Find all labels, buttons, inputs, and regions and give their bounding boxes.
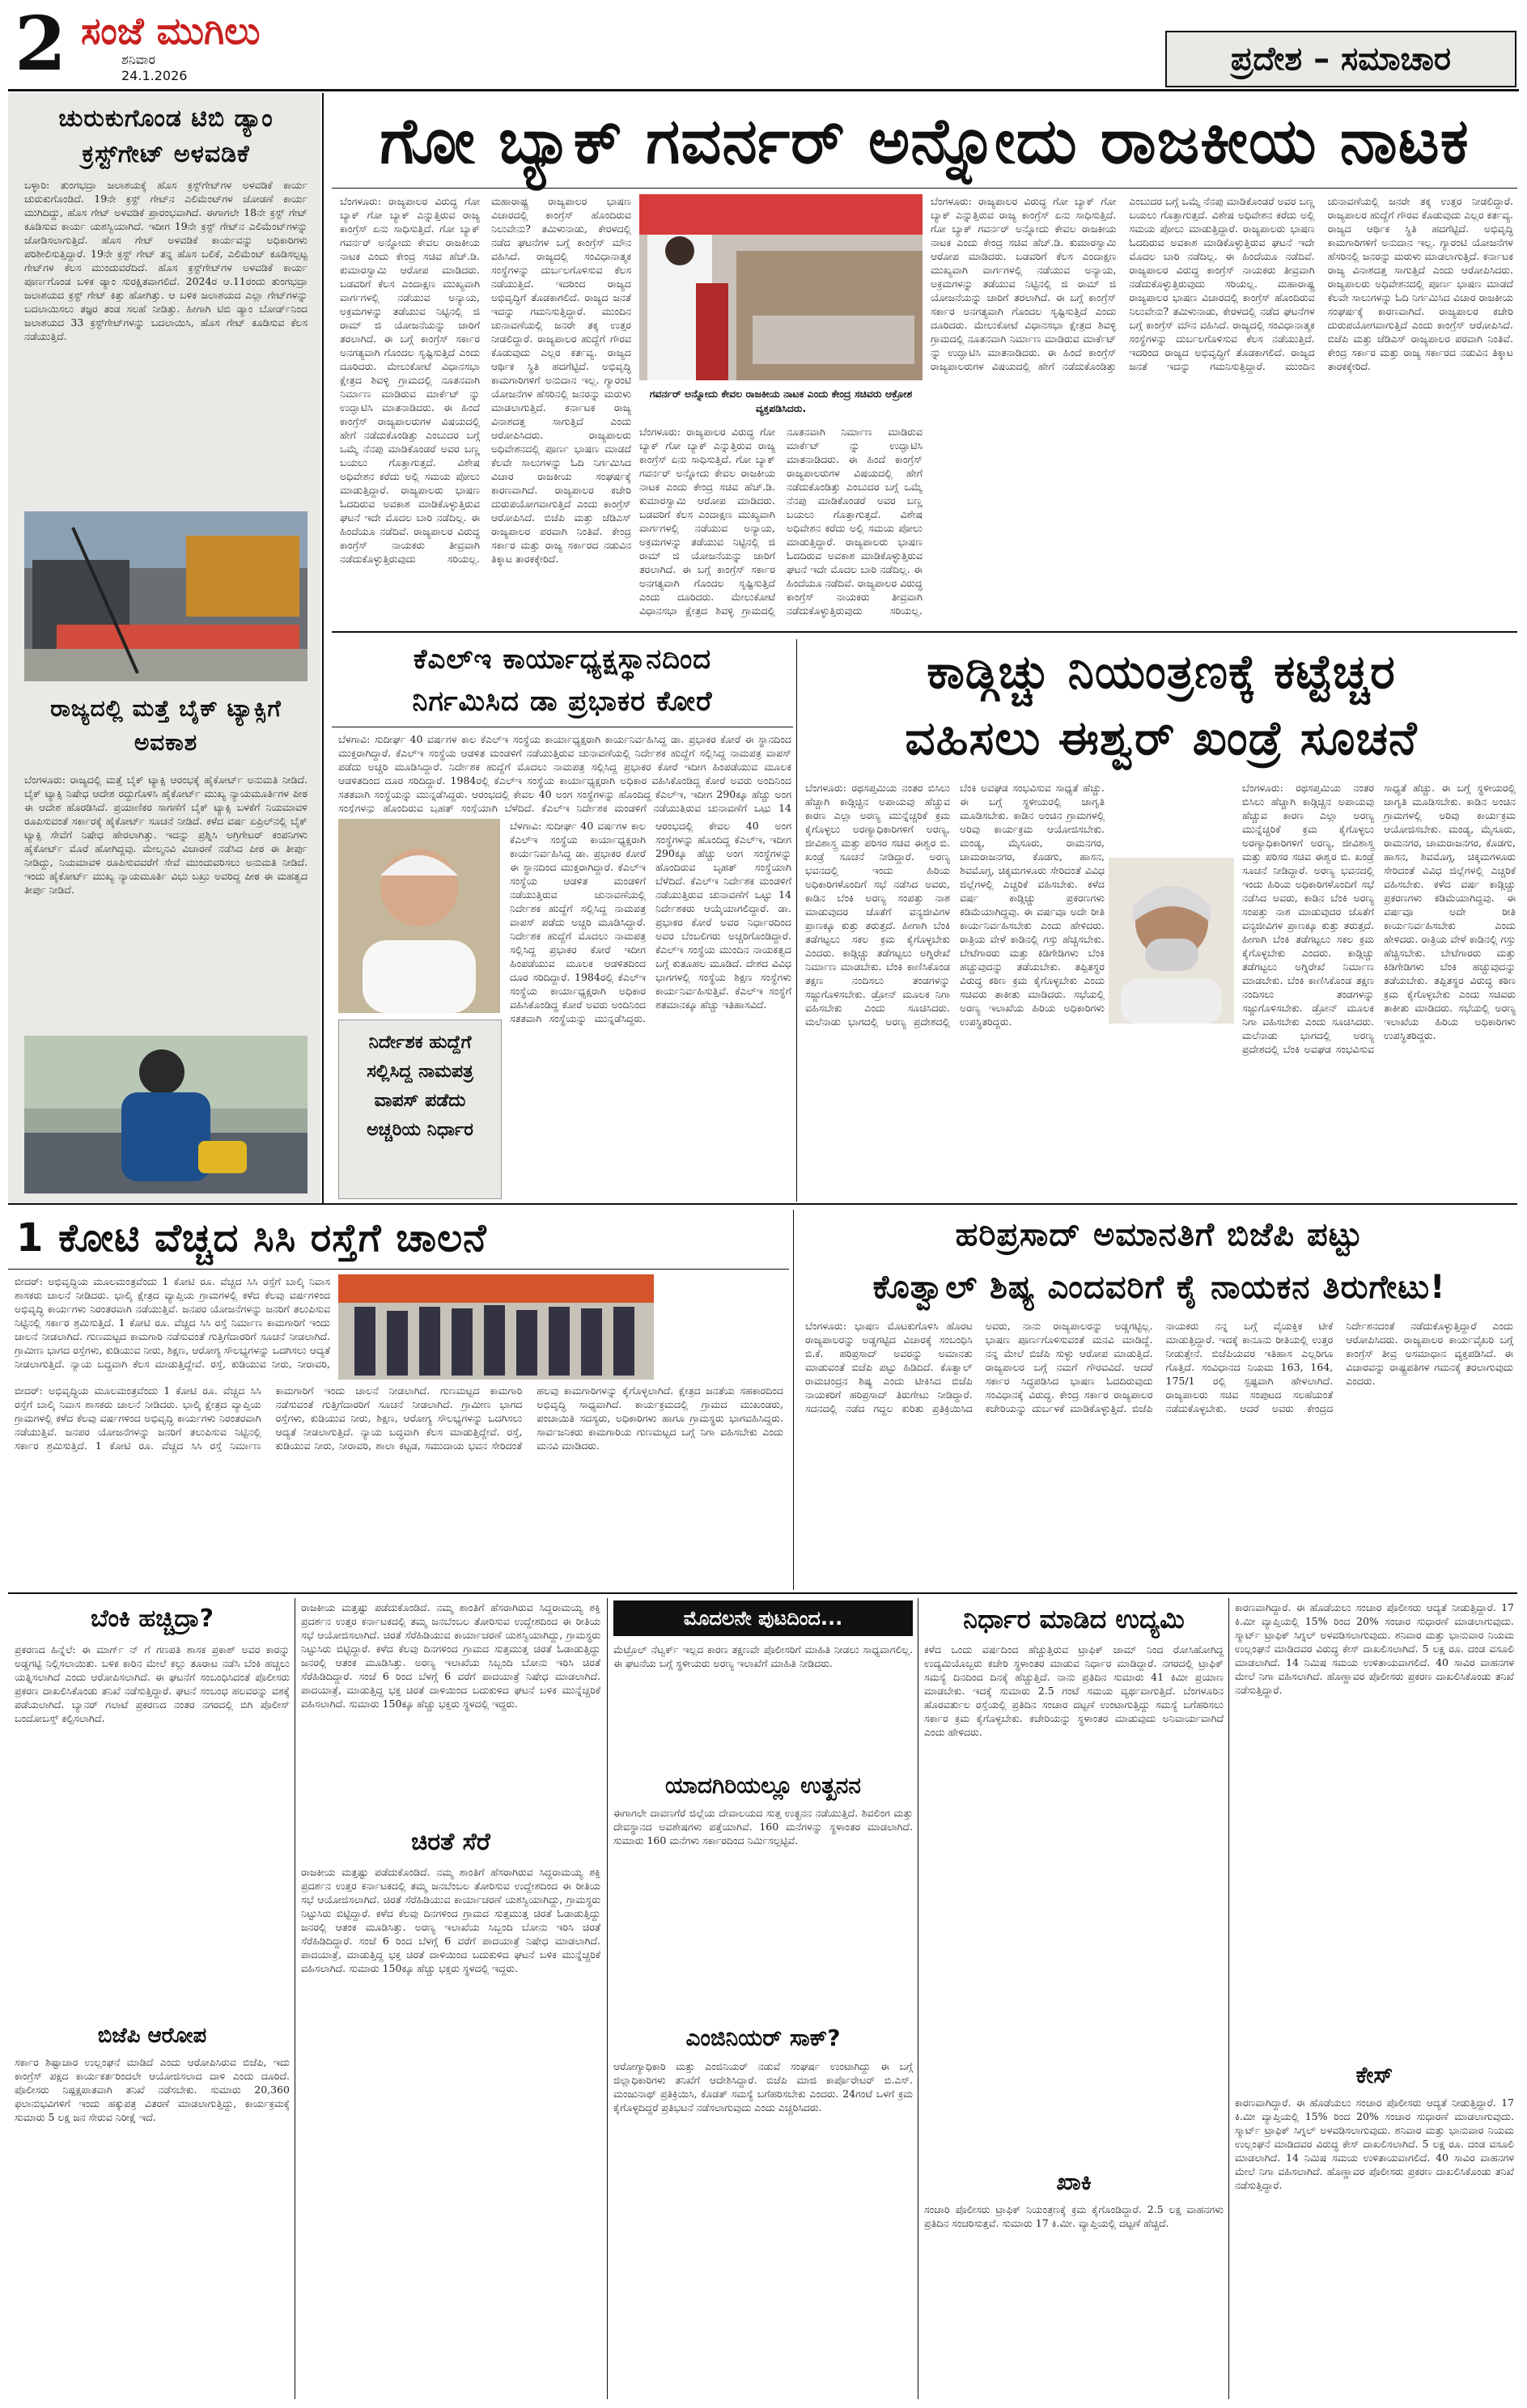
day-label: ಶನಿವಾರ bbox=[121, 52, 156, 67]
bottom-col4-body: ಕಳೆದ ಒಂದು ವರ್ಷದಿಂದ ಹೆಚ್ಚುತ್ತಿರುವ ಟ್ರಾಫಿಕ್ ಜಾಮ್ ನಿಂದ ರೋಸಿಹೋಗಿದ್ದ ಉದ್ಯಮಿಯೊಬ್ಬರು ಕಚೇರಿ ಸ್ಥಳಾಂತರ ಮಾಡುವ ನಿರ್ಧಾರ ಮಾಡಿದ್ದಾರೆ. ನಗರದಲ್ಲಿ ಟ್ರಾಫಿಕ್ ಸಮಸ್ಯೆ ದಿನದಿಂದ ದಿನಕ್ಕೆ ಹೆಚ್ಚುತ್ತಿದೆ. ನಾನು ಪ್ರತಿದಿನ ಸುಮಾರು 41 ಕಿಮೀ ಪ್ರಯಾಣ ಮಾಡಬೇಕು. ಇದಕ್ಕೆ ಸುಮಾರು 2.5 ಗಂಟೆ ಸಮಯ ವ್ಯರ್ಥವಾಗುತ್ತಿದೆ. ಬೆಂಗಳೂರಿನ ಹೊರವರ್ತುಲ ರಸ್ತೆಯಲ್ಲಿ ಪ್ರತಿದಿನ ಸಂಚಾರ ದಟ್ಟಣೆ ಉಂಟಾಗುತ್ತಿದ್ದು ಸಮಸ್ಯೆ ಬಗೆಹರಿಸಲು ಸರ್ಕಾರ ಕ್ರಮ ಕೈಗೊಳ್ಳಬೇಕು. ಕಚೇರಿಯನ್ನು ಸ್ಥಳಾಂತರ ಮಾಡುವುದು ಅನಿವಾರ್ಯವಾಗಿದೆ ಎಂದು ಹೇಳಿದರು. bbox=[924, 1643, 1224, 1738]
top-story-headline: ಗೋ ಬ್ಯಾಕ್ ಗವರ್ನರ್ ಅನ್ನೋದು ರಾಜಕೀಯ ನಾಟಕ bbox=[380, 105, 1470, 178]
bottom-col5-subhead: ಕೇಸ್ bbox=[1355, 2062, 1393, 2088]
hariprasad-headline-line1: ಹರಿಪ್ರಸಾದ್ ಅಮಾನತಿಗೆ ಬಿಜೆಪಿ ಪಟ್ಟು bbox=[955, 1216, 1364, 1253]
bottom-section-rule bbox=[8, 1592, 1517, 1594]
bottom-col2-headline: ಚಿರತೆ ಸೆರೆ bbox=[411, 1828, 490, 1856]
road-body-top: ಬೀದರ್: ಅಭಿವೃದ್ಧಿಯ ಮೂಲಮಂತ್ರವೆಂದು 1 ಕೋಟಿ ರೂ. ವೆಚ್ಚದ ಸಿಸಿ ರಸ್ತೆಗೆ ಬಾಲ್ಕಿ ನಿವಾಸ ಶಾಸಕರು ಚಾಲನೆ ನೀಡಿದರು. ಭಾಲ್ಕಿ ಕ್ಷೇತ್ರದ ವ್ಯಾಪ್ತಿಯ ಗ್ರಾಮಗಳಲ್ಲಿ ಕಳೆದ ಕೆಲವು ವರ್ಷಗಳಿಂದ ಅಭಿವೃದ್ಧಿ ಕಾರ್ಯಗಳು ನಿರಂತರವಾಗಿ ನಡೆಯುತ್ತಿವೆ. ಜನಪರ ಯೋಜನೆಗಳನ್ನು ಜನರಿಗೆ ತಲುಪಿಸುವ ನಿಟ್ಟಿನಲ್ಲಿ ಸರ್ಕಾರ ಶ್ರಮಿಸುತ್ತಿದೆ. 1 ಕೋಟಿ ರೂ. ವೆಚ್ಚದ ಸಿಸಿ ರಸ್ತೆ ನಿರ್ಮಾಣ ಕಾಮಗಾರಿಗೆ ಇಂದು ಚಾಲನೆ ನೀಡಲಾಗಿದೆ. ಗುಣಮಟ್ಟದ ಕಾಮಗಾರಿ ನಡೆಸುವಂತೆ ಗುತ್ತಿಗೆದಾರರಿಗೆ ಸೂಚನೆ ನೀಡಲಾಗಿದೆ. ಗ್ರಾಮೀಣ ಭಾಗದ ರಸ್ತೆಗಳು, ಕುಡಿಯುವ ನೀರು, ಶಿಕ್ಷಣ, ಆರೋಗ್ಯ ಸೌಲಭ್ಯಗಳನ್ನು ಒದಗಿಸಲು ಆದ್ಯತೆ ನೀಡಲಾಗುತ್ತಿದೆ. ನ್ಯಾಯ ಬದ್ಧವಾಗಿ ಕೆಲಸ ಮಾಡುತ್ತಿದ್ದೇವೆ. ರಸ್ತೆ, ಕುಡಿಯುವ ನೀರು, ನೀರಾವರಿ, bbox=[15, 1275, 330, 1370]
kle-body-top: ಬೆಳಗಾವಿ: ಸುದೀರ್ಘ 40 ವರ್ಷಗಳ ಕಾಲ ಕೆಎಲ್‌ಇ ಸಂಸ್ಥೆಯ ಕಾರ್ಯಾಧ್ಯಕ್ಷರಾಗಿ ಕಾರ್ಯನಿರ್ವಹಿಸಿದ್ದ ಡಾ. ಪ್ರಭಾಕರ ಕೋರೆ ಈ ಸ್ಥಾನದಿಂದ ಮುಕ್ತರಾಗಿದ್ದಾರೆ. ಕೆಎಲ್‌ಇ ಸಂಸ್ಥೆಯ ಆಡಳಿತ ಮಂಡಳಿಗೆ ನಡೆಯುತ್ತಿರುವ ಚುನಾವಣೆಯಲ್ಲಿ ನಿರ್ದೇಶಕ ಹುದ್ದೆಗೆ ಸಲ್ಲಿಸಿದ್ದ ನಾಮಪತ್ರ ವಾಪಸ್ ಪಡೆದು ಅಚ್ಚರಿ ಮೂಡಿಸಿದ್ದಾರೆ. ನಿರ್ದೇಶಕ ಹುದ್ದೆಗೆ ಮೊದಲು ನಾಮಪತ್ರ ಸಲ್ಲಿಸಿದ್ದ ಪ್ರಭಾಕರ ಕೋರೆ ಇದೀಗ ಹಿಂಪಡೆಯುವ ಮೂಲಕ ಆಡಳಿತದಿಂದ ದೂರ ಸರಿದಿದ್ದಾರೆ. 1984ರಲ್ಲಿ ಕೆಎಲ್‌ಇ ಸಂಸ್ಥೆಯ ಕಾರ್ಯಾಧ್ಯಕ್ಷರಾಗಿ ಅಧಿಕಾರ ವಹಿಸಿಕೊಂಡಿದ್ದ ಕೋರೆ ಅವರು ಅಂದಿನಿಂದ ಸತತವಾಗಿ ಸಂಸ್ಥೆಯನ್ನು ಮುನ್ನಡೆಸಿದ್ದರು. ಆರಂಭದಲ್ಲಿ ಕೇವಲ 40 ಅಂಗ ಸಂಸ್ಥೆಗಳನ್ನು ಹೊಂದಿದ್ದ ಕೆಎಲ್‌ಇ, ಇದೀಗ 290ಕ್ಕೂ ಹೆಚ್ಚು ಅಂಗ ಸಂಸ್ಥೆಗಳನ್ನು ಹೊಂದಿರುವ ಬೃಹತ್ ಸಂಸ್ಥೆಯಾಗಿ ಬೆಳೆದಿದೆ. ಕೆಎಲ್‌ಇ ನಿರ್ದೇಶಕ ಮಂಡಳಿಗೆ ನಡೆಯುತ್ತಿರುವ ಚುನಾವಣೆಗೆ ಒಟ್ಟು 14 bbox=[338, 733, 791, 813]
bottom-col4-headline: ನಿರ್ಧಾರ ಮಾಡಿದ ಉದ್ಯಮಿ bbox=[963, 1604, 1185, 1634]
bottom-col3-body2: ಈಗಾಗಲೇ ದಾವಣಗೆರೆ ಜಿಲ್ಲೆಯ ದೇವಾಲಯದ ಸುತ್ತ ಉತ್ಖನನ ನಡೆಯುತ್ತಿದೆ. ಶಿವಲಿಂಗ ಮತ್ತು ದೇವಸ್ಥಾನದ ಅವಶೇಷಗಳು ಪತ್ತೆಯಾಗಿವೆ. 160 ಮನೆಗಳನ್ನು ಸ್ಥಳಾಂತರ ಮಾಡಲಾಗಿದೆ. ಸುಮಾರು 160 ಮನೆಗಳು ಸರ್ಕಾರದಿಂದ ನಿರ್ಮಿಸಲ್ಪಟ್ಟಿವೆ. bbox=[613, 1807, 913, 1846]
top-headline-rule bbox=[332, 188, 1517, 189]
bottom-col4-subhead: ಖಾಕಿ bbox=[1056, 2168, 1092, 2195]
from-page-one-banner bbox=[613, 1600, 913, 1636]
khandre-headline-line2: ವಹಿಸಲು ಈಶ್ವರ್ ಖಂಡ್ರೆ ಸೂಚನೆ bbox=[905, 710, 1418, 765]
kle-body-right: ಬೆಳಗಾವಿ: ಸುದೀರ್ಘ 40 ವರ್ಷಗಳ ಕಾಲ ಕೆಎಲ್‌ಇ ಸಂಸ್ಥೆಯ ಕಾರ್ಯಾಧ್ಯಕ್ಷರಾಗಿ ಕಾರ್ಯನಿರ್ವಹಿಸಿದ್ದ ಡಾ. ಪ್ರಭಾಕರ ಕೋರೆ ಈ ಸ್ಥಾನದಿಂದ ಮುಕ್ತರಾಗಿದ್ದಾರೆ. ಕೆಎಲ್‌ಇ ಸಂಸ್ಥೆಯ ಆಡಳಿತ ಮಂಡಳಿಗೆ ನಡೆಯುತ್ತಿರುವ ಚುನಾವಣೆಯಲ್ಲಿ ನಿರ್ದೇಶಕ ಹುದ್ದೆಗೆ ಸಲ್ಲಿಸಿದ್ದ ನಾಮಪತ್ರ ವಾಪಸ್ ಪಡೆದು ಅಚ್ಚರಿ ಮೂಡಿಸಿದ್ದಾರೆ. ನಿರ್ದೇಶಕ ಹುದ್ದೆಗೆ ಮೊದಲು ನಾಮಪತ್ರ ಸಲ್ಲಿಸಿದ್ದ ಪ್ರಭಾಕರ ಕೋರೆ ಇದೀಗ ಹಿಂಪಡೆಯುವ ಮೂಲಕ ಆಡಳಿತದಿಂದ ದೂರ ಸರಿದಿದ್ದಾರೆ. 1984ರಲ್ಲಿ ಕೆಎಲ್‌ಇ ಸಂಸ್ಥೆಯ ಕಾರ್ಯಾಧ್ಯಕ್ಷರಾಗಿ ಅಧಿಕಾರ ವಹಿಸಿಕೊಂಡಿದ್ದ ಕೋರೆ ಅವರು ಅಂದಿನಿಂದ ಸತತವಾಗಿ ಸಂಸ್ಥೆಯನ್ನು ಮುನ್ನಡೆಸಿದ್ದರು. ಆರಂಭದಲ್ಲಿ ಕೇವಲ 40 ಅಂಗ ಸಂಸ್ಥೆಗಳನ್ನು ಹೊಂದಿದ್ದ ಕೆಎಲ್‌ಇ, ಇದೀಗ 290ಕ್ಕೂ ಹೆಚ್ಚು ಅಂಗ ಸಂಸ್ಥೆಗಳನ್ನು ಹೊಂದಿರುವ ಬೃಹತ್ ಸಂಸ್ಥೆಯಾಗಿ ಬೆಳೆದಿದೆ. ಕೆಎಲ್‌ಇ ನಿರ್ದೇಶಕ ಮಂಡಳಿಗೆ ನಡೆಯುತ್ತಿರುವ ಚುನಾವಣೆಗೆ ಒಟ್ಟು 14 ನಿರ್ದೇಶಕರು ಆಯ್ಕೆಯಾಗಲಿದ್ದಾರೆ. ಡಾ. ಪ್ರಭಾಕರ ಕೋರೆ ಅವರ ನಿರ್ಧಾರದಿಂದ ಅವರ ಬೆಂಬಲಿಗರು ಅಚ್ಚರಿಗೊಂಡಿದ್ದಾರೆ. ಕೆಎಲ್‌ಇ ಸಂಸ್ಥೆಯ ಮುಂದಿನ ನಾಯಕತ್ವದ ಬಗ್ಗೆ ಕುತೂಹಲ ಮೂಡಿದೆ. ದೇಶದ ವಿವಿಧ ಭಾಗಗಳಲ್ಲಿ ಸಂಸ್ಥೆಯ ಶಿಕ್ಷಣ ಸಂಸ್ಥೆಗಳು ಕಾರ್ಯನಿರ್ವಹಿಸುತ್ತಿವೆ. ಕೆಎಲ್‌ಇ ಸಂಸ್ಥೆಗೆ ಶತಮಾನಕ್ಕೂ ಹೆಚ್ಚು ಇತಿಹಾಸವಿದೆ. bbox=[510, 820, 791, 1024]
hariprasad-headline-line2: ಕೊತ್ವಾಲ್ ಶಿಷ್ಯ ಎಂದವರಿಗೆ ಕೈ ನಾಯಕನ ತಿರುಗೇಟು! bbox=[872, 1269, 1446, 1306]
bottom-col1-headline: ಬೆಂಕಿ ಹಚ್ಚಿದ್ರಾ? bbox=[90, 1605, 214, 1633]
bottom-col5-body: ಕಾರಣವಾಗಿದ್ದಾರೆ. ಈ ಹೊಡೆಯಲು ಸಂಚಾರ ಪೊಲೀಸರು ಆದ್ಯತೆ ನೀಡುತ್ತಿದ್ದಾರೆ. 17 ಕಿ.ಮೀ ವ್ಯಾಪ್ತಿಯಲ್ಲಿ 15% ರಿಂದ 20% ಸಂಚಾರ ಸುಧಾರಣೆ ಮಾಡಲಾಗುವುದು. ಸ್ಮಾರ್ಟ್ ಟ್ರಾಫಿಕ್ ಸಿಗ್ನಲ್ ಅಳವಡಿಸಲಾಗುವುದು. ಶನಿವಾರ ಮತ್ತು ಭಾನುವಾರ ನಿಯಮ ಉಲ್ಲಂಘನೆ ಮಾಡಿದವರ ವಿರುದ್ಧ ಕೇಸ್ ದಾಖಲಿಸಲಾಗಿದೆ. 5 ಲಕ್ಷ ರೂ. ದಂಡ ವಸೂಲಿ ಮಾಡಲಾಗಿದೆ. 14 ನಿಮಿಷ ಸಮಯ ಉಳಿತಾಯವಾಗಲಿದೆ. 40 ಸಾವಿರ ವಾಹನಗಳ ಮೇಲೆ ನಿಗಾ ವಹಿಸಲಾಗಿದೆ. ಹೊಣ್ಣಾವರ ಪೊಲೀಸರು ಪ್ರಕರಣ ದಾಖಲಿಸಿಕೊಂಡು ತನಿಖೆ ನಡೆಸುತ್ತಿದ್ದಾರೆ. bbox=[1235, 1601, 1514, 1696]
kle-pullquote: ನಿರ್ದೇಶಕ ಹುದ್ದೆಗೆ ಸಲ್ಲಿಸಿದ್ದ ನಾಮಪತ್ರ ವಾಪಸ್ ಪಡೆದು ಅಚ್ಚರಿಯ ನಿರ್ಧಾರ bbox=[367, 1032, 473, 1140]
road-headline-rule bbox=[8, 1269, 789, 1270]
story2-headline: ರಾಜ್ಯದಲ್ಲಿ ಮತ್ತೆ ಬೈಕ್ ಟ್ಯಾಕ್ಸಿಗೆ ಅವಕಾಶ bbox=[50, 695, 282, 756]
dam-gate-photo bbox=[24, 511, 308, 681]
story1-body: ಬಳ್ಳಾರಿ: ತುಂಗಭದ್ರಾ ಜಲಾಶಯಕ್ಕೆ ಹೊಸ ಕ್ರಸ್ಟ್‌ಗೇಟ್‌ಗಳ ಅಳವಡಿಕೆ ಕಾರ್ಯ ಚುರುಕುಗೊಂಡಿದೆ. 19ನೇ ಕ್ರಸ್ಟ್ ಗೇಟ್‌ನ ಎಲಿಮೆಂಟ್‌ಗಳ ಜೋಡಣೆ ಕಾರ್ಯ ಮುಗಿದಿದ್ದು, ಹೊಸ ಗೇಟ್ ಅಳವಡಿಕೆ ಪ್ರಾರಂಭವಾಗಿದೆ. ಈಗಾಗಲೇ 18ನೇ ಕ್ರಸ್ಟ್ ಗೇಟ್ ಕೂಡಿಸುವ ಕಾರ್ಯ ಯಶಸ್ವಿಯಾಗಿದೆ. ಇದೀಗ 19ನೇ ಕ್ರಸ್ಟ್ ಗೇಟ್‌ನ ಎಲಿಮೆಂಟ್‌ಗಳನ್ನು ಜೋಡಿಸಲಾಗುತ್ತಿದೆ. ಹೊಸ ಗೇಟ್ ಅಳವಡಿಕೆ ಕಾರ್ಯವನ್ನು ಅಧಿಕಾರಿಗಳು ಪರಿಶೀಲಿಸುತ್ತಿದ್ದಾರೆ. 19ನೇ ಕ್ರಸ್ಟ್ ಗೇಟ್ ತನ್ನ ಹೊಸ ಬಲಿಕೆ, ಎಲಿಮೆಂಟ್ ಕೂಡಿಸಲ್ಪಟ್ಟ ಗೇಟ್‌ಗಳ ಕೆಲಸ ಮುಂದುವರೆದಿದೆ. ಹೊಸ ಕ್ರಸ್ಟ್‌ಗೇಟ್‌ಗಳ ಅಳವಡಿಕೆ ಕಾರ್ಯ ಪೂರ್ಣಗೊಂಡ ಬಳಿಕ ಡ್ಯಾಂ ಸುರಕ್ಷಿತವಾಗಲಿದೆ. 2024ರ ಆ.11ರಂದು ತುಂಗಭದ್ರಾ ಜಲಾಶಯದ ಕ್ರಸ್ಟ್ ಗೇಟ್ ಕಿತ್ತು ಹೋಗಿತ್ತು. ಆ ಬಳಿಕ ಜಲಾಶಯದ ಎಲ್ಲಾ ಗೇಟ್‌ಗಳನ್ನು ಬದಲಾಯಿಸಲು ತಜ್ಞರ ತಂಡ ಸಲಹೆ ನೀಡಿತ್ತು. ಹೀಗಾಗಿ ಟಿಬಿ ಡ್ಯಾಂ ಬೋರ್ಡ್‌ನಿಂದ ಜಲಾಶಯದ 33 ಕ್ರಸ್ಟ್‌ಗೇಟ್‌ಗಳನ್ನು ಬದಲಾಯಿಸಿ, ಹೊಸ ಗೇಟ್ ಕೂಡಿಸುವ ಕೆಲಸ ನಡೆಯುತ್ತಿದೆ. bbox=[24, 179, 308, 342]
bottom-col2-body2: ರಾಜಕೀಯ ಮತ್ತಷ್ಟು ಪಡೆದುಕೊಂಡಿದೆ. ನಮ್ಮ ಶಾಂತಿಗೆ ಹೆಸರಾಗಿರುವ ಸಿದ್ದರಾಮಯ್ಯ ಶಕ್ತಿ ಪ್ರದರ್ಶನ ಉತ್ತರ ಕರ್ನಾಟಕದಲ್ಲಿ ತಮ್ಮ ಜನಬೆಂಬಲ ತೋರಿಸುವ ಉದ್ದೇಶದಿಂದ ಈ ರೀತಿಯ ಸಭೆ ಆಯೋಜಿಸಲಾಗಿದೆ. ಚಿರತೆ ಸೆರೆಹಿಡಿಯುವ ಕಾರ್ಯಾಚರಣೆ ಯಶಸ್ವಿಯಾಗಿದ್ದು, ಗ್ರಾಮಸ್ಥರು ನಿಟ್ಟುಸಿರು ಬಿಟ್ಟಿದ್ದಾರೆ. ಕಳೆದ ಕೆಲವು ದಿನಗಳಿಂದ ಗ್ರಾಮದ ಸುತ್ತಮುತ್ತ ಚಿರತೆ ಓಡಾಡುತ್ತಿದ್ದು ಜನರಲ್ಲಿ ಆತಂಕ ಮೂಡಿಸಿತ್ತು. ಅರಣ್ಯ ಇಲಾಖೆಯ ಸಿಬ್ಬಂದಿ ಬೋನು ಇರಿಸಿ ಚಿರತೆ ಸೆರೆಹಿಡಿದಿದ್ದಾರೆ. ಸಂಜೆ 6 ರಿಂದ ಬೆಳಗ್ಗೆ 6 ವರೆಗೆ ಪಾದಯಾತ್ರೆ ನಿಷೇಧ ಮಾಡಲಾಗಿದೆ. ಪಾದಯಾತ್ರೆ, ಮಾಡುತ್ತಿದ್ದ ಭಕ್ತ ಚಿರತೆ ದಾಳಿಯಿಂದ ಬದುಕುಳಿದ ಘಟನೆ ಬಳಿಕ ಮುನ್ನೆಚ್ಚರಿಕೆ ವಹಿಸಲಾಗಿದೆ. ಸುಮಾರು 150ಕ್ಕೂ ಹೆಚ್ಚು ಭಕ್ತರು ಸ್ಥಳದಲ್ಲಿ ಇದ್ದರು. bbox=[301, 1866, 600, 1974]
road-body-bottom: ಬೀದರ್: ಅಭಿವೃದ್ಧಿಯ ಮೂಲಮಂತ್ರವೆಂದು 1 ಕೋಟಿ ರೂ. ವೆಚ್ಚದ ಸಿಸಿ ರಸ್ತೆಗೆ ಬಾಲ್ಕಿ ನಿವಾಸ ಶಾಸಕರು ಚಾಲನೆ ನೀಡಿದರು. ಭಾಲ್ಕಿ ಕ್ಷೇತ್ರದ ವ್ಯಾಪ್ತಿಯ ಗ್ರಾಮಗಳಲ್ಲಿ ಕಳೆದ ಕೆಲವು ವರ್ಷಗಳಿಂದ ಅಭಿವೃದ್ಧಿ ಕಾರ್ಯಗಳು ನಿರಂತರವಾಗಿ ನಡೆಯುತ್ತಿವೆ. ಜನಪರ ಯೋಜನೆಗಳನ್ನು ಜನರಿಗೆ ತಲುಪಿಸುವ ನಿಟ್ಟಿನಲ್ಲಿ ಸರ್ಕಾರ ಶ್ರಮಿಸುತ್ತಿದೆ. 1 ಕೋಟಿ ರೂ. ವೆಚ್ಚದ ಸಿಸಿ ರಸ್ತೆ ನಿರ್ಮಾಣ ಕಾಮಗಾರಿಗೆ ಇಂದು ಚಾಲನೆ ನೀಡಲಾಗಿದೆ. ಗುಣಮಟ್ಟದ ಕಾಮಗಾರಿ ನಡೆಸುವಂತೆ ಗುತ್ತಿಗೆದಾರರಿಗೆ ಸೂಚನೆ ನೀಡಲಾಗಿದೆ. ಗ್ರಾಮೀಣ ಭಾಗದ ರಸ್ತೆಗಳು, ಕುಡಿಯುವ ನೀರು, ಶಿಕ್ಷಣ, ಆರೋಗ್ಯ ಸೌಲಭ್ಯಗಳನ್ನು ಒದಗಿಸಲು ಆದ್ಯತೆ ನೀಡಲಾಗುತ್ತಿದೆ. ನ್ಯಾಯ ಬದ್ಧವಾಗಿ ಕೆಲಸ ಮಾಡುತ್ತಿದ್ದೇವೆ. ರಸ್ತೆ, ಕುಡಿಯುವ ನೀರು, ನೀರಾವರಿ, ಶಾಲಾ ಕಟ್ಟಡ, ಸಮುದಾಯ ಭವನ ಸೇರಿದಂತೆ ಹಲವು ಕಾಮಗಾರಿಗಳನ್ನು ಕೈಗೊಳ್ಳಲಾಗಿದೆ. ಕ್ಷೇತ್ರದ ಜನತೆಯ ಸಹಕಾರದಿಂದ ಅಭಿವೃದ್ಧಿ ಸಾಧ್ಯವಾಗಿದೆ. ಕಾರ್ಯಕ್ರಮದಲ್ಲಿ ಗ್ರಾಮದ ಮುಖಂಡರು, ಪಂಚಾಯಿತಿ ಸದಸ್ಯರು, ಅಧಿಕಾರಿಗಳು ಹಾಗೂ ಗ್ರಾಮಸ್ಥರು ಭಾಗವಹಿಸಿದ್ದರು. ಸಾರ್ವಜನಿಕರು ಕಾಮಗಾರಿಯ ಗುಣಮಟ್ಟದ ಬಗ್ಗೆ ನಿಗಾ ವಹಿಸಬೇಕು ಎಂದು ಮನವಿ ಮಾಡಿದರು. bbox=[15, 1384, 783, 1452]
section-banner bbox=[1165, 31, 1516, 87]
road-hariprasad-divider bbox=[793, 1210, 794, 1590]
top-story-photo bbox=[639, 194, 923, 380]
bottom-col5-body2: ಕಾರಣವಾಗಿದ್ದಾರೆ. ಈ ಹೊಡೆಯಲು ಸಂಚಾರ ಪೊಲೀಸರು ಆದ್ಯತೆ ನೀಡುತ್ತಿದ್ದಾರೆ. 17 ಕಿ.ಮೀ ವ್ಯಾಪ್ತಿಯಲ್ಲಿ 15% ರಿಂದ 20% ಸಂಚಾರ ಸುಧಾರಣೆ ಮಾಡಲಾಗುವುದು. ಸ್ಮಾರ್ಟ್ ಟ್ರಾಫಿಕ್ ಸಿಗ್ನಲ್ ಅಳವಡಿಸಲಾಗುವುದು. ಶನಿವಾರ ಮತ್ತು ಭಾನುವಾರ ನಿಯಮ ಉಲ್ಲಂಘನೆ ಮಾಡಿದವರ ವಿರುದ್ಧ ಕೇಸ್ ದಾಖಲಿಸಲಾಗಿದೆ. 5 ಲಕ್ಷ ರೂ. ದಂಡ ವಸೂಲಿ ಮಾಡಲಾಗಿದೆ. 14 ನಿಮಿಷ ಸಮಯ ಉಳಿತಾಯವಾಗಲಿದೆ. 40 ಸಾವಿರ ವಾಹನಗಳ ಮೇಲೆ ನಿಗಾ ವಹಿಸಲಾಗಿದೆ. ಹೊಣ್ಣಾವರ ಪೊಲೀಸರು ಪ್ರಕರಣ ದಾಖಲಿಸಿಕೊಂಡು ತನಿಖೆ ನಡೆಸುತ್ತಿದ್ದಾರೆ. bbox=[1235, 2096, 1514, 2191]
bottom-col1-body: ಪ್ರಕರಣದ ಹಿನ್ನೆಲೆ: ಈ ಮಾರ್ಗ್ ನ್ ಗೆ ಗಣಪತಿ ಶಾಸಕ ಪ್ರಕಾಶ್ ಅವರ ಕಾರನ್ನು ಅಡ್ಡಗಟ್ಟಿ ನಿಲ್ಲಿಸಲಾಯಿತು. ಬಳಿಕ ಕಾರಿನ ಮೇಲೆ ಕಲ್ಲು ತೂರಾಟ ನಡೆಸಿ ಬೆಂಕಿ ಹಚ್ಚಲು ಯತ್ನಿಸಲಾಗಿದೆ ಎಂದು ಆರೋಪಿಸಲಾಗಿದೆ. ಈ ಘಟನೆಗೆ ಸಂಬಂಧಿಸಿದಂತೆ ಪೊಲೀಸರು ಪ್ರಕರಣ ದಾಖಲಿಸಿಕೊಂಡು ತನಿಖೆ ನಡೆಸುತ್ತಿದ್ದಾರೆ. ಘಟನೆ ಸಂಬಂಧ ಹಲವರನ್ನು ವಶಕ್ಕೆ ಪಡೆಯಲಾಗಿದೆ. ಬ್ಯಾನರ್ ಗಲಾಟೆ ಪ್ರಕರಣದ ನಂತರ ನಗರದಲ್ಲಿ ಬಿಗಿ ಪೊಲೀಸ್ ಬಂದೋಬಸ್ತ್ ಕಲ್ಪಿಸಲಾಗಿದೆ. bbox=[15, 1643, 290, 1724]
top-story-photo-caption: ಗವರ್ನರ್ ಅನ್ನೋದು ಕೇವಲ ರಾಜಕೀಯ ನಾಟಕ ಎಂದು ಕೇಂದ್ರ ಸಚಿವರು ಆಕ್ರೋಶ ವ್ಯಕ್ತಪಡಿಸಿದರು. bbox=[649, 388, 913, 414]
bottom-col1-subhead: ಬಿಜೆಪಿ ಆರೋಪ bbox=[97, 2024, 207, 2048]
bottom-col3-subhead2: ಎಂಜಿನಿಯರ್ ಸಾಕ್? bbox=[685, 2024, 841, 2051]
bottom-col2-body: ರಾಜಕೀಯ ಮತ್ತಷ್ಟು ಪಡೆದುಕೊಂಡಿದೆ. ನಮ್ಮ ಶಾಂತಿಗೆ ಹೆಸರಾಗಿರುವ ಸಿದ್ದರಾಮಯ್ಯ ಶಕ್ತಿ ಪ್ರದರ್ಶನ ಉತ್ತರ ಕರ್ನಾಟಕದಲ್ಲಿ ತಮ್ಮ ಜನಬೆಂಬಲ ತೋರಿಸುವ ಉದ್ದೇಶದಿಂದ ಈ ರೀತಿಯ ಸಭೆ ಆಯೋಜಿಸಲಾಗಿದೆ. ಚಿರತೆ ಸೆರೆಹಿಡಿಯುವ ಕಾರ್ಯಾಚರಣೆ ಯಶಸ್ವಿಯಾಗಿದ್ದು, ಗ್ರಾಮಸ್ಥರು ನಿಟ್ಟುಸಿರು ಬಿಟ್ಟಿದ್ದಾರೆ. ಕಳೆದ ಕೆಲವು ದಿನಗಳಿಂದ ಗ್ರಾಮದ ಸುತ್ತಮುತ್ತ ಚಿರತೆ ಓಡಾಡುತ್ತಿದ್ದು ಜನರಲ್ಲಿ ಆತಂಕ ಮೂಡಿಸಿತ್ತು. ಅರಣ್ಯ ಇಲಾಖೆಯ ಸಿಬ್ಬಂದಿ ಬೋನು ಇರಿಸಿ ಚಿರತೆ ಸೆರೆಹಿಡಿದಿದ್ದಾರೆ. ಸಂಜೆ 6 ರಿಂದ ಬೆಳಗ್ಗೆ 6 ವರೆಗೆ ಪಾದಯಾತ್ರೆ ನಿಷೇಧ ಮಾಡಲಾಗಿದೆ. ಪಾದಯಾತ್ರೆ, ಮಾಡುತ್ತಿದ್ದ ಭಕ್ತ ಚಿರತೆ ದಾಳಿಯಿಂದ ಬದುಕುಳಿದ ಘಟನೆ ಬಳಿಕ ಮುನ್ನೆಚ್ಚರಿಕೆ ವಹಿಸಲಾಗಿದೆ. ಸುಮಾರು 150ಕ್ಕೂ ಹೆಚ್ಚು ಭಕ್ತರು ಸ್ಥಳದಲ್ಲಿ ಇದ್ದರು. bbox=[301, 1601, 600, 1710]
bottom-col3-body: ಮೆಟ್ರೊಲ್ ನೆಟ್ವರ್ಕ್ ಇಲ್ಲದ ಕಾರಣ ತಕ್ಷಣವೇ ಪೊಲೀಸರಿಗೆ ಮಾಹಿತಿ ನೀಡಲು ಸಾಧ್ಯವಾಗಲಿಲ್ಲ. ಈ ಘಟನೆಯ ಬಗ್ಗೆ ಸ್ಥಳೀಯರು ಅರಣ್ಯ ಇಲಾಖೆಗೆ ಮಾಹಿತಿ ನೀಡಿದರು. bbox=[613, 1643, 913, 1669]
road-headline: 1 ಕೋಟಿ ವೆಚ್ಚದ ಸಿಸಿ ರಸ್ತೆಗೆ ಚಾಲನೆ bbox=[16, 1215, 487, 1261]
from-page-one-label: ಮೊದಲನೇ ಪುಟದಿಂದ... bbox=[683, 1607, 843, 1630]
khandre-headline-line1: ಕಾಡ್ಗಿಚ್ಚು ನಿಯಂತ್ರಣಕ್ಕೆ ಕಟ್ಟೆಚ್ಚರ bbox=[927, 644, 1396, 699]
top-story-body-right: ಬೆಂಗಳೂರು: ರಾಜ್ಯಪಾಲರ ವಿರುದ್ಧ ಗೋ ಬ್ಯಾಕ್ ಗೋ ಬ್ಯಾಕ್ ಎನ್ನುತ್ತಿರುವ ರಾಜ್ಯ ಕಾಂಗ್ರೆಸ್ ಏನು ಸಾಧಿಸುತ್ತಿದೆ. ಗೋ ಬ್ಯಾಕ್ ಗವರ್ನರ್ ಅನ್ನೋದು ಕೇವಲ ರಾಜಕೀಯ ನಾಟಕ ಎಂದು ಕೇಂದ್ರ ಸಚಿವ ಹೆಚ್.ಡಿ. ಕುಮಾರಸ್ವಾಮಿ ಆರೋಪ ಮಾಡಿದರು. ಬಡವರಿಗೆ ಕೆಲಸ ಎಂದಾಕ್ಷಣ ಮುಖ್ಯವಾಗಿ ವಾರ್ಗಗಳಲ್ಲಿ ನಡೆಯುವ ಅನ್ಯಾಯ, ಅಕ್ರಮಗಳನ್ನು ತಡೆಯುವ ನಿಟ್ಟಿನಲ್ಲಿ ಜಿ ರಾಮ್ ಜಿ ಯೋಜನೆಯನ್ನು ಜಾರಿಗೆ ತರಲಾಗಿದೆ. ಈ ಬಗ್ಗೆ ಕಾಂಗ್ರೆಸ್ ಸರ್ಕಾರ ಅನಗತ್ಯವಾಗಿ ಗೊಂದಲ ಸೃಷ್ಟಿಸುತ್ತಿದೆ ಎಂದು ದೂರಿದರು. ಮೇಲುಕೋಟೆ ವಿಧಾನಸಭಾ ಕ್ಷೇತ್ರದ ಶಿವಳ್ಳಿ ಗ್ರಾಮದಲ್ಲಿ ನೂತನವಾಗಿ ನಿರ್ಮಾಣ ಮಾಡಿರುವ ಮಾರ್ಕೆಟ್ ನ್ನು ಉದ್ಘಾಟಿಸಿ ಮಾತನಾಡಿದರು. ಈ ಹಿಂದೆ ಕಾಂಗ್ರೆಸ್ ರಾಜ್ಯಪಾಲರುಗಳ ವಿಷಯದಲ್ಲಿ ಹೇಗೆ ನಡೆದುಕೊಂಡಿತ್ತು ಎಂಬುದರ ಬಗ್ಗೆ ಒಮ್ಮೆ ನೆನಪು ಮಾಡಿಕೊಂಡರೆ ಅವರ ಬಣ್ಣ ಬಯಲು ಗೊತ್ತಾಗುತ್ತದೆ. ವಿಶೇಷ ಅಧಿವೇಶನ ಕರೆದು ಅಲ್ಲಿ ಸಮಯ ಪೋಲು ಮಾಡುತ್ತಿದ್ದಾರೆ. ರಾಜ್ಯಪಾಲರು ಭಾಷಣ ಓದದಿರುವ ಅವಕಾಶ ಮಾಡಿಕೊಳ್ಳುತ್ತಿರುವ ಘಟನೆ ಇದೇ ಮೊದಲ ಬಾರಿ ನಡೆದಿಲ್ಲ. ಈ ಹಿಂದೆಯೂ ನಡೆದಿವೆ. ರಾಜ್ಯಪಾಲರ ವಿರುದ್ಧ ಕಾಂಗ್ರೆಸ್ ನಾಯಕರು ತೀವ್ರವಾಗಿ ನಡೆದುಕೊಳ್ಳುತ್ತಿರುವುದು ಸರಿಯಲ್ಲ. bbox=[639, 426, 923, 617]
kle-khandre-divider bbox=[796, 639, 797, 1202]
mid-row-rule bbox=[8, 1203, 1517, 1205]
khandre-body-right: ಬೆಂಗಳೂರು: ರಥಸಪ್ತಮಿಯ ನಂತರ ಬಿಸಿಲು ಹೆಚ್ಚಾಗಿ ಕಾಡ್ಗಿಚ್ಚಿನ ಅಪಾಯವು ಹೆಚ್ಚುವ ಕಾರಣ ಎಲ್ಲಾ ಅರಣ್ಯ ಮುನ್ನೆಚ್ಚರಿಕೆ ಕ್ರಮ ಕೈಗೊಳ್ಳಲು ಅರಣ್ಯಾಧಿಕಾರಿಗಳಿಗೆ ಅರಣ್ಯ, ಜೀವಿಶಾಸ್ತ್ರ ಮತ್ತು ಪರಿಸರ ಸಚಿವ ಈಶ್ವರ ಬಿ. ಖಂಡ್ರೆ ಸೂಚನೆ ನೀಡಿದ್ದಾರೆ. ಅರಣ್ಯ ಭವನದಲ್ಲಿ ಇಂದು ಹಿರಿಯ ಅಧಿಕಾರಿಗಳೊಂದಿಗೆ ಸಭೆ ನಡೆಸಿದ ಅವರು, ಕಾಡಿನ ಬೆಂಕಿ ಅರಣ್ಯ ಸಂಪತ್ತು ನಾಶ ಮಾಡುವುದರ ಜೊತೆಗೆ ವನ್ಯಜೀವಿಗಳ ಪ್ರಾಣಕ್ಕೂ ಕುತ್ತು ತರುತ್ತದೆ. ಹೀಗಾಗಿ ಬೆಂಕಿ ತಡೆಗಟ್ಟಲು ಸಕಲ ಕ್ರಮ ಕೈಗೊಳ್ಳಬೇಕು ಎಂದರು. ಕಾಡ್ಗಿಚ್ಚು ತಡೆಗಟ್ಟಲು ಅಗ್ನಿರೇಖೆ ನಿರ್ಮಾಣ ಮಾಡಬೇಕು. ಬೆಂಕಿ ಕಾಣಿಸಿಕೊಂಡ ತಕ್ಷಣ ನಂದಿಸಲು ತಂಡಗಳನ್ನು ಸಜ್ಜುಗೊಳಿಸಬೇಕು. ಡ್ರೋನ್ ಮೂಲಕ ನಿಗಾ ವಹಿಸಬೇಕು ಎಂದು ಸೂಚಿಸಿದರು. ಮಲೆನಾಡು ಭಾಗದಲ್ಲಿ ಅರಣ್ಯ ಪ್ರದೇಶದಲ್ಲಿ ಬೆಂಕಿ ಅವಘಡ ಸಂಭವಿಸುವ ಸಾಧ್ಯತೆ ಹೆಚ್ಚು. ಈ ಬಗ್ಗೆ ಸ್ಥಳೀಯರಲ್ಲಿ ಜಾಗೃತಿ ಮೂಡಿಸಬೇಕು. ಕಾಡಿನ ಅಂಚಿನ ಗ್ರಾಮಗಳಲ್ಲಿ ಅರಿವು ಕಾರ್ಯಕ್ರಮ ಆಯೋಜಿಸಬೇಕು. ಮಂಡ್ಯ, ಮೈಸೂರು, ರಾಮನಗರ, ಚಾಮರಾಜನಗರ, ಕೊಡಗು, ಹಾಸನ, ಶಿವಮೊಗ್ಗ, ಚಿಕ್ಕಮಗಳೂರು ಸೇರಿದಂತೆ ವಿವಿಧ ಜಿಲ್ಲೆಗಳಲ್ಲಿ ಎಚ್ಚರಿಕೆ ವಹಿಸಬೇಕು. ಕಳೆದ ವರ್ಷ ಕಾಡ್ಗಿಚ್ಚು ಪ್ರಕರಣಗಳು ಕಡಿಮೆಯಾಗಿದ್ದವು. ಈ ವರ್ಷವೂ ಅದೇ ರೀತಿ ಕಾರ್ಯನಿರ್ವಹಿಸಬೇಕು ಎಂದು ಹೇಳಿದರು. ರಾತ್ರಿಯ ವೇಳೆ ಕಾಡಿನಲ್ಲಿ ಗಸ್ತು ಹೆಚ್ಚಿಸಬೇಕು. ಬೇಟೆಗಾರರು ಮತ್ತು ಕಿಡಿಗೇಡಿಗಳು ಬೆಂಕಿ ಹಚ್ಚುವುದನ್ನು ತಡೆಯಬೇಕು. ತಪ್ಪಿತಸ್ಥರ ವಿರುದ್ಧ ಕಠಿಣ ಕ್ರಮ ಕೈಗೊಳ್ಳಬೇಕು ಎಂದು ಸಚಿವರು ತಾಕೀತು ಮಾಡಿದರು. ಸಭೆಯಲ್ಲಿ ಅರಣ್ಯ ಇಲಾಖೆಯ ಹಿರಿಯ ಅಧಿಕಾರಿಗಳು ಉಪಸ್ಥಿತರಿದ್ದರು. bbox=[1242, 782, 1516, 1055]
section-title: ಪ್ರದೇಶ – ಸಮಾಚಾರ bbox=[1230, 40, 1452, 78]
left-column-divider bbox=[322, 93, 324, 1203]
story2-body: ಬೆಂಗಳೂರು: ರಾಜ್ಯದಲ್ಲಿ ಮತ್ತೆ ಬೈಕ್ ಟ್ಯಾಕ್ಸಿ ಆರಂಭಕ್ಕೆ ಹೈಕೋರ್ಟ್ ಅನುಮತಿ ನೀಡಿದೆ. ಬೈಕ್ ಟ್ಯಾಕ್ಸಿ ನಿಷೇಧ ಆದೇಶ ರದ್ದುಗೊಳಿಸಿ ಹೈಕೋರ್ಟ್ ಮುಖ್ಯ ನ್ಯಾಯಮೂರ್ತಿಗಳ ಪೀಠ ಈ ಆದೇಶ ಹೊರಡಿಸಿದೆ. ಪ್ರಯಾಣಿಕರ ಸಾಗಣೆಗೆ ಬೈಕ್ ಟ್ಯಾಕ್ಸಿ ಬಳಕೆಗೆ ನಿಯಮಾವಳಿ ರೂಪಿಸುವಂತೆ ಸರ್ಕಾರಕ್ಕೆ ಹೈಕೋರ್ಟ್ ಸೂಚನೆ ನೀಡಿದೆ. ಕಳೆದ ವರ್ಷ ಏಪ್ರಿಲ್‌ನಲ್ಲಿ ಬೈಕ್ ಟ್ಯಾಕ್ಸಿ ಸೇವೆಗೆ ನಿಷೇಧ ಹೇರಲಾಗಿತ್ತು. ಇದನ್ನು ಪ್ರಶ್ನಿಸಿ ಅಗ್ರಿಗೇಟರ್ ಕಂಪನಿಗಳು ಹೈಕೋರ್ಟ್ ಮೊರೆ ಹೋಗಿದ್ದವು. ಮೇಲ್ಮನವಿ ವಿಚಾರಣೆ ನಡೆಸಿದ ಪೀಠ ಈ ತೀರ್ಪು ನೀಡಿದ್ದು, ನಿಯಮಾವಳಿ ರೂಪಿಸುವವರೆಗೆ ಸೇವೆ ಮುಂದುವರಿಸಲು ಅನುಮತಿ ನೀಡಿದೆ. ಇಂದು ಹೈಕೋರ್ಟ್ ಮುಖ್ಯ ನ್ಯಾಯಮೂರ್ತಿ ವಿಭು ಬಖ್ರು ಅವರಿದ್ದ ಪೀಠ ಈ ಮಹತ್ವದ ತೀರ್ಪು ನೀಡಿದೆ. bbox=[24, 774, 308, 896]
kle-headline-line2: ನಿರ್ಗಮಿಸಿದ ಡಾ ಪ್ರಭಾಕರ ಕೋರೆ bbox=[412, 685, 713, 718]
masthead-rule bbox=[8, 89, 1519, 91]
bottom-col3-subhead1: ಯಾದಗಿರಿಯಲ್ಲೂ ಉತ್ಖನನ bbox=[665, 1772, 861, 1799]
bottom-col4-body2: ಸಂಚಾರಿ ಪೊಲೀಸರು ಟ್ರಾಫಿಕ್ ನಿಯಂತ್ರಣಕ್ಕೆ ಕ್ರಮ ಕೈಗೊಂಡಿದ್ದಾರೆ. 2.5 ಲಕ್ಷ ವಾಹನಗಳು ಪ್ರತಿದಿನ ಸಂಚರಿಸುತ್ತವೆ. ಸುಮಾರು 17 ಕಿ.ಮೀ. ವ್ಯಾಪ್ತಿಯಲ್ಲಿ ದಟ್ಟಣೆ ಹೆಚ್ಚಿದೆ. bbox=[924, 2203, 1224, 2229]
bottom-divider-2 bbox=[607, 1598, 608, 2399]
khandre-body-left: ಬೆಂಗಳೂರು: ರಥಸಪ್ತಮಿಯ ನಂತರ ಬಿಸಿಲು ಹೆಚ್ಚಾಗಿ ಕಾಡ್ಗಿಚ್ಚಿನ ಅಪಾಯವು ಹೆಚ್ಚುವ ಕಾರಣ ಎಲ್ಲಾ ಅರಣ್ಯ ಮುನ್ನೆಚ್ಚರಿಕೆ ಕ್ರಮ ಕೈಗೊಳ್ಳಲು ಅರಣ್ಯಾಧಿಕಾರಿಗಳಿಗೆ ಅರಣ್ಯ, ಜೀವಿಶಾಸ್ತ್ರ ಮತ್ತು ಪರಿಸರ ಸಚಿವ ಈಶ್ವರ ಬಿ. ಖಂಡ್ರೆ ಸೂಚನೆ ನೀಡಿದ್ದಾರೆ. ಅರಣ್ಯ ಭವನದಲ್ಲಿ ಇಂದು ಹಿರಿಯ ಅಧಿಕಾರಿಗಳೊಂದಿಗೆ ಸಭೆ ನಡೆಸಿದ ಅವರು, ಕಾಡಿನ ಬೆಂಕಿ ಅರಣ್ಯ ಸಂಪತ್ತು ನಾಶ ಮಾಡುವುದರ ಜೊತೆಗೆ ವನ್ಯಜೀವಿಗಳ ಪ್ರಾಣಕ್ಕೂ ಕುತ್ತು ತರುತ್ತದೆ. ಹೀಗಾಗಿ ಬೆಂಕಿ ತಡೆಗಟ್ಟಲು ಸಕಲ ಕ್ರಮ ಕೈಗೊಳ್ಳಬೇಕು ಎಂದರು. ಕಾಡ್ಗಿಚ್ಚು ತಡೆಗಟ್ಟಲು ಅಗ್ನಿರೇಖೆ ನಿರ್ಮಾಣ ಮಾಡಬೇಕು. ಬೆಂಕಿ ಕಾಣಿಸಿಕೊಂಡ ತಕ್ಷಣ ನಂದಿಸಲು ತಂಡಗಳನ್ನು ಸಜ್ಜುಗೊಳಿಸಬೇಕು. ಡ್ರೋನ್ ಮೂಲಕ ನಿಗಾ ವಹಿಸಬೇಕು ಎಂದು ಸೂಚಿಸಿದರು. ಮಲೆನಾಡು ಭಾಗದಲ್ಲಿ ಅರಣ್ಯ ಪ್ರದೇಶದಲ್ಲಿ ಬೆಂಕಿ ಅವಘಡ ಸಂಭವಿಸುವ ಸಾಧ್ಯತೆ ಹೆಚ್ಚು. ಈ ಬಗ್ಗೆ ಸ್ಥಳೀಯರಲ್ಲಿ ಜಾಗೃತಿ ಮೂಡಿಸಬೇಕು. ಕಾಡಿನ ಅಂಚಿನ ಗ್ರಾಮಗಳಲ್ಲಿ ಅರಿವು ಕಾರ್ಯಕ್ರಮ ಆಯೋಜಿಸಬೇಕು. ಮಂಡ್ಯ, ಮೈಸೂರು, ರಾಮನಗರ, ಚಾಮರಾಜನಗರ, ಕೊಡಗು, ಹಾಸನ, ಶಿವಮೊಗ್ಗ, ಚಿಕ್ಕಮಗಳೂರು ಸೇರಿದಂತೆ ವಿವಿಧ ಜಿಲ್ಲೆಗಳಲ್ಲಿ ಎಚ್ಚರಿಕೆ ವಹಿಸಬೇಕು. ಕಳೆದ ವರ್ಷ ಕಾಡ್ಗಿಚ್ಚು ಪ್ರಕರಣಗಳು ಕಡಿಮೆಯಾಗಿದ್ದವು. ಈ ವರ್ಷವೂ ಅದೇ ರೀತಿ ಕಾರ್ಯನಿರ್ವಹಿಸಬೇಕು ಎಂದು ಹೇಳಿದರು. ರಾತ್ರಿಯ ವೇಳೆ ಕಾಡಿನಲ್ಲಿ ಗಸ್ತು ಹೆಚ್ಚಿಸಬೇಕು. ಬೇಟೆಗಾರರು ಮತ್ತು ಕಿಡಿಗೇಡಿಗಳು ಬೆಂಕಿ ಹಚ್ಚುವುದನ್ನು ತಡೆಯಬೇಕು. ತಪ್ಪಿತಸ್ಥರ ವಿರುದ್ಧ ಕಠಿಣ ಕ್ರಮ ಕೈಗೊಳ್ಳಬೇಕು ಎಂದು ಸಚಿವರು ತಾಕೀತು ಮಾಡಿದರು. ಸಭೆಯಲ್ಲಿ ಅರಣ್ಯ ಇಲಾಖೆಯ ಹಿರಿಯ ಅಧಿಕಾರಿಗಳು ಉಪಸ್ಥಿತರಿದ್ದರು. bbox=[805, 782, 1105, 1028]
kle-pullquote-box bbox=[338, 1020, 502, 1199]
kle-headline-line1: ಕೆಎಲ್‌ಇ ಕಾರ್ಯಾಧ್ಯಕ್ಷಸ್ಥಾನದಿಂದ bbox=[413, 643, 712, 676]
top-story-body-left: ಬೆಂಗಳೂರು: ರಾಜ್ಯಪಾಲರ ವಿರುದ್ಧ ಗೋ ಬ್ಯಾಕ್ ಗೋ ಬ್ಯಾಕ್ ಎನ್ನುತ್ತಿರುವ ರಾಜ್ಯ ಕಾಂಗ್ರೆಸ್ ಏನು ಸಾಧಿಸುತ್ತಿದೆ. ಗೋ ಬ್ಯಾಕ್ ಗವರ್ನರ್ ಅನ್ನೋದು ಕೇವಲ ರಾಜಕೀಯ ನಾಟಕ ಎಂದು ಕೇಂದ್ರ ಸಚಿವ ಹೆಚ್.ಡಿ. ಕುಮಾರಸ್ವಾಮಿ ಆರೋಪ ಮಾಡಿದರು. ಬಡವರಿಗೆ ಕೆಲಸ ಎಂದಾಕ್ಷಣ ಮುಖ್ಯವಾಗಿ ವಾರ್ಗಗಳಲ್ಲಿ ನಡೆಯುವ ಅನ್ಯಾಯ, ಅಕ್ರಮಗಳನ್ನು ತಡೆಯುವ ನಿಟ್ಟಿನಲ್ಲಿ ಜಿ ರಾಮ್ ಜಿ ಯೋಜನೆಯನ್ನು ಜಾರಿಗೆ ತರಲಾಗಿದೆ. ಈ ಬಗ್ಗೆ ಕಾಂಗ್ರೆಸ್ ಸರ್ಕಾರ ಅನಗತ್ಯವಾಗಿ ಗೊಂದಲ ಸೃಷ್ಟಿಸುತ್ತಿದೆ ಎಂದು ದೂರಿದರು. ಮೇಲುಕೋಟೆ ವಿಧಾನಸಭಾ ಕ್ಷೇತ್ರದ ಶಿವಳ್ಳಿ ಗ್ರಾಮದಲ್ಲಿ ನೂತನವಾಗಿ ನಿರ್ಮಾಣ ಮಾಡಿರುವ ಮಾರ್ಕೆಟ್ ನ್ನು ಉದ್ಘಾಟಿಸಿ ಮಾತನಾಡಿದರು. ಈ ಹಿಂದೆ ಕಾಂಗ್ರೆಸ್ ರಾಜ್ಯಪಾಲರುಗಳ ವಿಷಯದಲ್ಲಿ ಹೇಗೆ ನಡೆದುಕೊಂಡಿತ್ತು ಎಂಬುದರ ಬಗ್ಗೆ ಒಮ್ಮೆ ನೆನಪು ಮಾಡಿಕೊಂಡರೆ ಅವರ ಬಣ್ಣ ಬಯಲು ಗೊತ್ತಾಗುತ್ತದೆ. ವಿಶೇಷ ಅಧಿವೇಶನ ಕರೆದು ಅಲ್ಲಿ ಸಮಯ ಪೋಲು ಮಾಡುತ್ತಿದ್ದಾರೆ. ರಾಜ್ಯಪಾಲರು ಭಾಷಣ ಓದದಿರುವ ಅವಕಾಶ ಮಾಡಿಕೊಳ್ಳುತ್ತಿರುವ ಘಟನೆ ಇದೇ ಮೊದಲ ಬಾರಿ ನಡೆದಿಲ್ಲ. ಈ ಹಿಂದೆಯೂ ನಡೆದಿವೆ. ರಾಜ್ಯಪಾಲರ ವಿರುದ್ಧ ಕಾಂಗ್ರೆಸ್ ನಾಯಕರು ತೀವ್ರವಾಗಿ ನಡೆದುಕೊಳ್ಳುತ್ತಿರುವುದು ಸರಿಯಲ್ಲ. ಮಹಾರಾಷ್ಟ್ರ ರಾಜ್ಯಪಾಲರ ಭಾಷಣ ವಿಚಾರದಲ್ಲಿ ಕಾಂಗ್ರೆಸ್ ಹೊಂದಿರುವ ನಿಲುವೇನು? ತಮಿಳುನಾಡು, ಕೇರಳದಲ್ಲಿ ನಡೆದ ಘಟನೆಗಳ ಬಗ್ಗೆ ಕಾಂಗ್ರೆಸ್ ಮೌನ ವಹಿಸಿದೆ. ರಾಜ್ಯದಲ್ಲಿ ಸಂವಿಧಾನಾತ್ಮಕ ಸಂಸ್ಥೆಗಳನ್ನು ದುರ್ಬಲಗೊಳಿಸುವ ಕೆಲಸ ನಡೆಯುತ್ತಿದೆ. ಇದರಿಂದ ರಾಜ್ಯದ ಅಭಿವೃದ್ಧಿಗೆ ತೊಡಕಾಗಲಿದೆ. ರಾಜ್ಯದ ಜನತೆ ಇದನ್ನು ಗಮನಿಸುತ್ತಿದ್ದಾರೆ. ಮುಂದಿನ ಚುನಾವಣೆಯಲ್ಲಿ ಜನರೇ ತಕ್ಕ ಉತ್ತರ ನೀಡಲಿದ್ದಾರೆ. ರಾಜ್ಯಪಾಲರ ಹುದ್ದೆಗೆ ಗೌರವ ಕೊಡುವುದು ಎಲ್ಲರ ಕರ್ತವ್ಯ. ರಾಜ್ಯದ ಆರ್ಥಿಕ ಸ್ಥಿತಿ ಹದಗೆಟ್ಟಿದೆ. ಅಭಿವೃದ್ಧಿ ಕಾಮಗಾರಿಗಳಿಗೆ ಅನುದಾನ ಇಲ್ಲ. ಗ್ಯಾರಂಟಿ ಯೋಜನೆಗಳ ಹೆಸರಿನಲ್ಲಿ ಜನರನ್ನು ಮರುಳು ಮಾಡಲಾಗುತ್ತಿದೆ. ಕರ್ನಾಟಕ ರಾಜ್ಯ ವಿನಾಶದತ್ತ ಸಾಗುತ್ತಿದೆ ಎಂದು ಆರೋಪಿಸಿದರು. ರಾಜ್ಯಪಾಲರು ಅಧಿವೇಶನದಲ್ಲಿ ಪೂರ್ಣ ಭಾಷಣ ಮಾಡದೆ ಕೆಲವೇ ಸಾಲುಗಳನ್ನು ಓದಿ ನಿರ್ಗಮಿಸಿದ ವಿಚಾರ ರಾಜಕೀಯ ಸಂಘರ್ಷಕ್ಕೆ ಕಾರಣವಾಗಿದೆ. ರಾಜ್ಯಪಾಲರ ಕಚೇರಿ ದುರುಪಯೋಗವಾಗುತ್ತಿದೆ ಎಂದು ಕಾಂಗ್ರೆಸ್ ಆರೋಪಿಸಿದೆ. ಬಿಜೆಪಿ ಮತ್ತು ಜೆಡಿಎಸ್ ರಾಜ್ಯಪಾಲರ ಪರವಾಗಿ ನಿಂತಿವೆ. ಕೇಂದ್ರ ಸರ್ಕಾರ ಮತ್ತು ರಾಜ್ಯ ಸರ್ಕಾರದ ನಡುವಿನ ತಿಕ್ಕಾಟ ತಾರಕಕ್ಕೇರಿದೆ. bbox=[340, 195, 631, 565]
bottom-col3-body3: ಆರೋಗ್ಯಾಧಿಕಾರಿ ಮತ್ತು ಎಂಜಿನಿಯರ್ ನಡುವೆ ಸಂಘರ್ಷ ಉಂಟಾಗಿದ್ದು ಈ ಬಗ್ಗೆ ಜಿಲ್ಲಾಧಿಕಾರಿಗಳು ತನಿಖೆಗೆ ಆದೇಶಿಸಿದ್ದಾರೆ. ಬಿಜೆಪಿ ಮಾಜಿ ಕಾರ್ಪೊರೇಟರ್ ಬಿ.ಎಸ್. ಮಂಜುನಾಥ್ ಪ್ರತಿಕ್ರಿಯಿಸಿ, ಕೊಡತ್ ಸಮಸ್ಯೆ ಬಗೆಹರಿಸಬೇಕು ಎಂದರು. 24ಗಂಟೆ ಒಳಗೆ ಕ್ರಮ ಕೈಗೊಳ್ಳದಿದ್ದರೆ ಪ್ರತಿಭಟನೆ ನಡೆಸಲಾಗುವುದು ಎಂದು ಎಚ್ಚರಿಸಿದರು. bbox=[613, 2060, 913, 2113]
top-story-body-far: ಬೆಂಗಳೂರು: ರಾಜ್ಯಪಾಲರ ವಿರುದ್ಧ ಗೋ ಬ್ಯಾಕ್ ಗೋ ಬ್ಯಾಕ್ ಎನ್ನುತ್ತಿರುವ ರಾಜ್ಯ ಕಾಂಗ್ರೆಸ್ ಏನು ಸಾಧಿಸುತ್ತಿದೆ. ಗೋ ಬ್ಯಾಕ್ ಗವರ್ನರ್ ಅನ್ನೋದು ಕೇವಲ ರಾಜಕೀಯ ನಾಟಕ ಎಂದು ಕೇಂದ್ರ ಸಚಿವ ಹೆಚ್.ಡಿ. ಕುಮಾರಸ್ವಾಮಿ ಆರೋಪ ಮಾಡಿದರು. ಬಡವರಿಗೆ ಕೆಲಸ ಎಂದಾಕ್ಷಣ ಮುಖ್ಯವಾಗಿ ವಾರ್ಗಗಳಲ್ಲಿ ನಡೆಯುವ ಅನ್ಯಾಯ, ಅಕ್ರಮಗಳನ್ನು ತಡೆಯುವ ನಿಟ್ಟಿನಲ್ಲಿ ಜಿ ರಾಮ್ ಜಿ ಯೋಜನೆಯನ್ನು ಜಾರಿಗೆ ತರಲಾಗಿದೆ. ಈ ಬಗ್ಗೆ ಕಾಂಗ್ರೆಸ್ ಸರ್ಕಾರ ಅನಗತ್ಯವಾಗಿ ಗೊಂದಲ ಸೃಷ್ಟಿಸುತ್ತಿದೆ ಎಂದು ದೂರಿದರು. ಮೇಲುಕೋಟೆ ವಿಧಾನಸಭಾ ಕ್ಷೇತ್ರದ ಶಿವಳ್ಳಿ ಗ್ರಾಮದಲ್ಲಿ ನೂತನವಾಗಿ ನಿರ್ಮಾಣ ಮಾಡಿರುವ ಮಾರ್ಕೆಟ್ ನ್ನು ಉದ್ಘಾಟಿಸಿ ಮಾತನಾಡಿದರು. ಈ ಹಿಂದೆ ಕಾಂಗ್ರೆಸ್ ರಾಜ್ಯಪಾಲರುಗಳ ವಿಷಯದಲ್ಲಿ ಹೇಗೆ ನಡೆದುಕೊಂಡಿತ್ತು ಎಂಬುದರ ಬಗ್ಗೆ ಒಮ್ಮೆ ನೆನಪು ಮಾಡಿಕೊಂಡರೆ ಅವರ ಬಣ್ಣ ಬಯಲು ಗೊತ್ತಾಗುತ್ತದೆ. ವಿಶೇಷ ಅಧಿವೇಶನ ಕರೆದು ಅಲ್ಲಿ ಸಮಯ ಪೋಲು ಮಾಡುತ್ತಿದ್ದಾರೆ. ರಾಜ್ಯಪಾಲರು ಭಾಷಣ ಓದದಿರುವ ಅವಕಾಶ ಮಾಡಿಕೊಳ್ಳುತ್ತಿರುವ ಘಟನೆ ಇದೇ ಮೊದಲ ಬಾರಿ ನಡೆದಿಲ್ಲ. ಈ ಹಿಂದೆಯೂ ನಡೆದಿವೆ. ರಾಜ್ಯಪಾಲರ ವಿರುದ್ಧ ಕಾಂಗ್ರೆಸ್ ನಾಯಕರು ತೀವ್ರವಾಗಿ ನಡೆದುಕೊಳ್ಳುತ್ತಿರುವುದು ಸರಿಯಲ್ಲ. ಮಹಾರಾಷ್ಟ್ರ ರಾಜ್ಯಪಾಲರ ಭಾಷಣ ವಿಚಾರದಲ್ಲಿ ಕಾಂಗ್ರೆಸ್ ಹೊಂದಿರುವ ನಿಲುವೇನು? ತಮಿಳುನಾಡು, ಕೇರಳದಲ್ಲಿ ನಡೆದ ಘಟನೆಗಳ ಬಗ್ಗೆ ಕಾಂಗ್ರೆಸ್ ಮೌನ ವಹಿಸಿದೆ. ರಾಜ್ಯದಲ್ಲಿ ಸಂವಿಧಾನಾತ್ಮಕ ಸಂಸ್ಥೆಗಳನ್ನು ದುರ್ಬಲಗೊಳಿಸುವ ಕೆಲಸ ನಡೆಯುತ್ತಿದೆ. ಇದರಿಂದ ರಾಜ್ಯದ ಅಭಿವೃದ್ಧಿಗೆ ತೊಡಕಾಗಲಿದೆ. ರಾಜ್ಯದ ಜನತೆ ಇದನ್ನು ಗಮನಿಸುತ್ತಿದ್ದಾರೆ. ಮುಂದಿನ ಚುನಾವಣೆಯಲ್ಲಿ ಜನರೇ ತಕ್ಕ ಉತ್ತರ ನೀಡಲಿದ್ದಾರೆ. ರಾಜ್ಯಪಾಲರ ಹುದ್ದೆಗೆ ಗೌರವ ಕೊಡುವುದು ಎಲ್ಲರ ಕರ್ತವ್ಯ. ರಾಜ್ಯದ ಆರ್ಥಿಕ ಸ್ಥಿತಿ ಹದಗೆಟ್ಟಿದೆ. ಅಭಿವೃದ್ಧಿ ಕಾಮಗಾರಿಗಳಿಗೆ ಅನುದಾನ ಇಲ್ಲ. ಗ್ಯಾರಂಟಿ ಯೋಜನೆಗಳ ಹೆಸರಿನಲ್ಲಿ ಜನರನ್ನು ಮರುಳು ಮಾಡಲಾಗುತ್ತಿದೆ. ಕರ್ನಾಟಕ ರಾಜ್ಯ ವಿನಾಶದತ್ತ ಸಾಗುತ್ತಿದೆ ಎಂದು ಆರೋಪಿಸಿದರು. ರಾಜ್ಯಪಾಲರು ಅಧಿವೇಶನದಲ್ಲಿ ಪೂರ್ಣ ಭಾಷಣ ಮಾಡದೆ ಕೆಲವೇ ಸಾಲುಗಳನ್ನು ಓದಿ ನಿರ್ಗಮಿಸಿದ ವಿಚಾರ ರಾಜಕೀಯ ಸಂಘರ್ಷಕ್ಕೆ ಕಾರಣವಾಗಿದೆ. ರಾಜ್ಯಪಾಲರ ಕಚೇರಿ ದುರುಪಯೋಗವಾಗುತ್ತಿದೆ ಎಂದು ಕಾಂಗ್ರೆಸ್ ಆರೋಪಿಸಿದೆ. ಬಿಜೆಪಿ ಮತ್ತು ಜೆಡಿಎಸ್ ರಾಜ್ಯಪಾಲರ ಪರವಾಗಿ ನಿಂತಿವೆ. ಕೇಂದ್ರ ಸರ್ಕಾರ ಮತ್ತು ರಾಜ್ಯ ಸರ್ಕಾರದ ನಡುವಿನ ತಿಕ್ಕಾಟ ತಾರಕಕ್ಕೇರಿದೆ. bbox=[931, 195, 1513, 372]
top-story-bottom-rule bbox=[332, 631, 1517, 633]
story1-headline: ಚುರುಕುಗೊಂಡ ಟಿಬಿ ಡ್ಯಾಂ ಕ್ರಸ್ಟ್‌ಗೇಟ್ ಅಳವಡಿಕೆ bbox=[58, 104, 274, 168]
page-number: 2 bbox=[15, 0, 67, 87]
paper-name-logo: ಸಂಜೆ ಮುಗಿಲು bbox=[81, 9, 261, 53]
hariprasad-body: ಬೆಂಗಳೂರು: ಭಾಷಣ ಮೊಟಕುಗೊಳಿಸಿ ಹೊರಟ ರಾಜ್ಯಪಾಲರನ್ನು ಅಡ್ಡಗಟ್ಟಿದ ವಿಚಾರಕ್ಕೆ ಸಂಬಂಧಿಸಿ ಬಿ.ಕೆ. ಹರಿಪ್ರಸಾದ್ ಅವರನ್ನು ಅಮಾನತು ಮಾಡುವಂತೆ ಬಿಜೆಪಿ ಪಟ್ಟು ಹಿಡಿದಿದೆ. ಕೊತ್ವಾಲ್ ರಾಮಚಂದ್ರನ ಶಿಷ್ಯ ಎಂದು ಟೀಕಿಸಿದ ಬಿಜೆಪಿ ನಾಯಕರಿಗೆ ಹರಿಪ್ರಸಾದ್ ತಿರುಗೇಟು ನೀಡಿದ್ದಾರೆ. ಸದನದಲ್ಲಿ ನಡೆದ ಗದ್ದಲ ಕುರಿತು ಪ್ರತಿಕ್ರಿಯಿಸಿದ ಅವರು, ನಾನು ರಾಜ್ಯಪಾಲರನ್ನು ಅಡ್ಡಗಟ್ಟಿಲ್ಲ. ಭಾಷಣ ಪೂರ್ಣಗೊಳಿಸುವಂತೆ ಮನವಿ ಮಾಡಿದ್ದೆ. ನನ್ನ ಮೇಲೆ ಬಿಜೆಪಿ ಸುಳ್ಳು ಆರೋಪ ಮಾಡುತ್ತಿದೆ. ರಾಜ್ಯಪಾಲರ ಬಗ್ಗೆ ನಮಗೆ ಗೌರವವಿದೆ. ಆದರೆ ಸರ್ಕಾರ ಸಿದ್ಧಪಡಿಸಿದ ಭಾಷಣ ಓದದಿರುವುದು ಸಂವಿಧಾನಕ್ಕೆ ವಿರುದ್ಧ. ಕೇಂದ್ರ ಸರ್ಕಾರ ರಾಜ್ಯಪಾಲರ ಕಚೇರಿಯನ್ನು ದುರ್ಬಳಕೆ ಮಾಡಿಕೊಳ್ಳುತ್ತಿದೆ. ಬಿಜೆಪಿ ನಾಯಕರು ನನ್ನ ಬಗ್ಗೆ ವೈಯಕ್ತಿಕ ಟೀಕೆ ಮಾಡುತ್ತಿದ್ದಾರೆ. ಇದಕ್ಕೆ ಕಾನೂನು ರೀತಿಯಲ್ಲಿ ಉತ್ತರ ನೀಡುತ್ತೇನೆ. ಬಿಜೆಪಿಯವರ ಇತಿಹಾಸ ಎಲ್ಲರಿಗೂ ಗೊತ್ತಿದೆ. ಸಂವಿಧಾನದ ನಿಯಮ 163, 164, 175/1 ರಲ್ಲಿ ಸ್ಪಷ್ಟವಾಗಿ ಹೇಳಲಾಗಿದೆ. ರಾಜ್ಯಪಾಲರು ಸಚಿವ ಸಂಪುಟದ ಸಲಹೆಯಂತೆ ನಡೆದುಕೊಳ್ಳಬೇಕು. ಆದರೆ ಅವರು ಕೇಂದ್ರದ ನಿರ್ದೇಶನದಂತೆ ನಡೆದುಕೊಳ್ಳುತ್ತಿದ್ದಾರೆ ಎಂದು ಆರೋಪಿಸಿದರು. ರಾಜ್ಯಪಾಲರ ಕಾರ್ಯವೈಖರಿ ಬಗ್ಗೆ ಕಾಂಗ್ರೆಸ್ ತೀವ್ರ ಅಸಮಾಧಾನ ವ್ಯಕ್ತಪಡಿಸಿದೆ. ಈ ವಿಚಾರವನ್ನು ರಾಷ್ಟ್ರಪತಿಗಳ ಗಮನಕ್ಕೆ ತರಲಾಗುವುದು ಎಂದರು. bbox=[805, 1320, 1513, 1414]
date-label: 24.1.2026 bbox=[121, 68, 188, 83]
bottom-divider-4 bbox=[1228, 1598, 1229, 2399]
bike-taxi-photo bbox=[24, 1036, 308, 1193]
bottom-col1-body2: ಸರ್ಕಾರ ಶಿಷ್ಟಾಚಾರ ಉಲ್ಲಂಘನೆ ಮಾಡಿದೆ ಎಂದು ಆರೋಪಿಸಿರುವ ಬಿಜೆಪಿ, ಇದು ಕಾಂಗ್ರೆಸ್ ಪಕ್ಷದ ಕಾರ್ಯಕರ್ತರಿಂದಲೇ ಆಯೋಜಿಸಲಾದ ದಾಳಿ ಎಂದು ದೂರಿದೆ. ಪೊಲೀಸರು ನಿಷ್ಪಕ್ಷಪಾತವಾಗಿ ತನಿಖೆ ನಡೆಸಬೇಕು. ಸುಮಾರು 20,360 ಫಲಾನುಭವಿಗಳಿಗೆ ಇಂದು ಹಕ್ಕುಪತ್ರ ವಿತರಣೆ ಮಾಡಲಾಗುತ್ತಿದ್ದು, ಕಾರ್ಯಕ್ರಮಕ್ಕೆ ಸುಮಾರು 5 ಲಕ್ಷ ಜನ ಸೇರುವ ನಿರೀಕ್ಷೆ ಇದೆ. bbox=[15, 2056, 290, 2123]
road-event-photo bbox=[338, 1274, 654, 1380]
masthead bbox=[0, 0, 1527, 89]
khandre-portrait-photo bbox=[1109, 858, 1234, 1024]
kle-portrait-photo bbox=[338, 819, 500, 1013]
